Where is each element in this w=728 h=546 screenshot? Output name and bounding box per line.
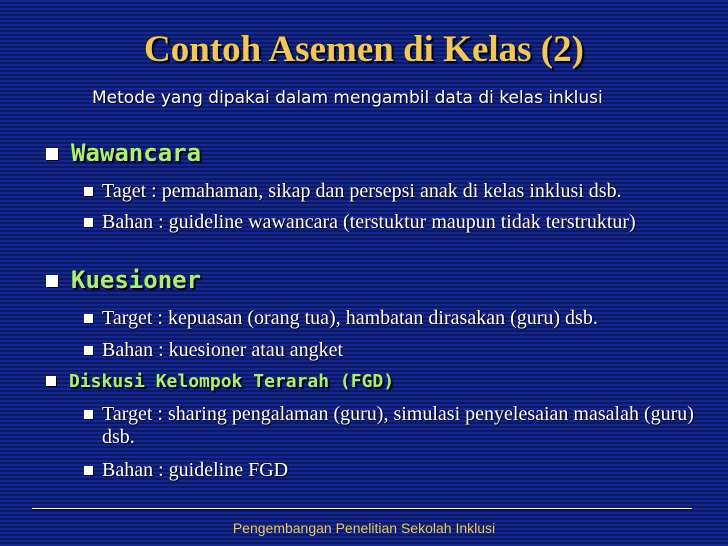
list-item-text: Bahan : kuesioner atau angket	[102, 339, 344, 361]
section-heading-fgd	[46, 371, 394, 392]
list-item-text: Target : kepuasan (orang tua), hambatan dirasakan (guru) dsb.	[102, 307, 598, 329]
list-item	[84, 459, 714, 482]
square-bullet-icon	[46, 275, 58, 287]
list-item	[84, 180, 714, 203]
slide-title: Contoh Asemen di Kelas (2)	[144, 29, 584, 70]
section-heading-label: Kuesioner	[71, 266, 202, 294]
list-item-text: Bahan : guideline FGD	[102, 459, 289, 481]
list-item	[84, 339, 714, 362]
list-item-text: Taget : pemahaman, sikap dan persepsi anak di kelas inklusi dsb.	[102, 180, 622, 202]
square-bullet-icon	[84, 218, 93, 227]
square-bullet-icon	[46, 148, 58, 160]
square-bullet-icon	[84, 466, 93, 475]
list-item-text: Target : sharing pengalaman (guru), simulasi penyelesaian masalah (guru) dsb.	[102, 403, 694, 448]
section-heading-kuesioner	[46, 266, 201, 294]
square-bullet-icon	[84, 187, 93, 196]
footer-divider	[32, 508, 692, 509]
section-heading-label: Diskusi Kelompok Terarah (FGD)	[69, 371, 395, 392]
list-item	[84, 403, 714, 449]
list-item	[84, 307, 714, 330]
footer-text: Pengembangan Penelitian Sekolah Inklusi	[232, 520, 496, 536]
section-heading-label: Wawancara	[71, 139, 202, 167]
square-bullet-icon	[46, 376, 56, 386]
section-heading-wawancara	[46, 139, 201, 167]
square-bullet-icon	[84, 346, 93, 355]
square-bullet-icon	[84, 314, 93, 323]
slide-subtitle: Metode yang dipakai dalam mengambil data di kelas inklusi	[92, 88, 603, 108]
list-item	[84, 211, 714, 234]
square-bullet-icon	[84, 410, 93, 419]
list-item-text: Bahan : guideline wawancara (terstuktur maupun tidak terstruktur)	[102, 211, 636, 233]
